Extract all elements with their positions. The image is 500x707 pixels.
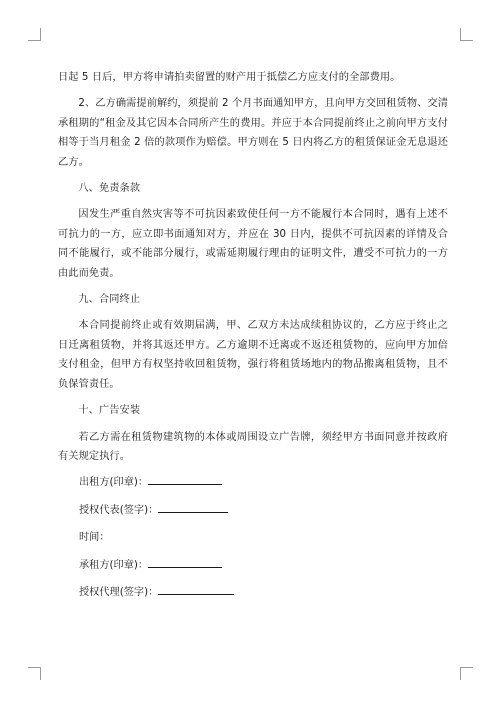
- section-9-heading: 九、合同终止: [78, 294, 141, 306]
- clause-continuation: 日起 5 日后，甲方将申请拍卖留置的财产用于抵偿乙方应支付的全部费用。: [58, 72, 401, 83]
- signature-lessee: [58, 556, 448, 575]
- signature-lessee-rep: [58, 583, 448, 602]
- crop-mark-bottom-left: [28, 667, 41, 680]
- crop-mark-top-right: [460, 28, 473, 41]
- section-10-heading: 十、广告安装: [78, 405, 141, 417]
- signature-lessor-rep-line[interactable]: [158, 501, 228, 513]
- section-10-body: 若乙方需在租赁物建筑物的本体或周围设立广告牌，须经甲方书面同意并按政府有关规定执行。: [58, 431, 448, 462]
- section-8-body: 因发生严重自然灾害等不可抗因素致使任何一方不能履行本合同时，遇有上述不可抗力的一方，应立即书面通知对方，并应在 30 日内，提供不可抗因素的详情及合同不能履行，或不能部分履行，或需延期履行理由的证明文件，遭受不可抗力的一方由此而免责。: [58, 209, 448, 279]
- signature-lessor-rep-label: 授权代表(签字)：: [79, 504, 159, 516]
- crop-mark-top-left: [28, 28, 41, 41]
- signature-lessee-rep-line[interactable]: [158, 583, 234, 595]
- signature-lessor-line[interactable]: [148, 473, 222, 485]
- signature-lessor-label: 出租方(印章)：: [79, 477, 149, 489]
- signature-lessee-label: 承租方(印章)：: [79, 559, 149, 571]
- crop-mark-bottom-right: [460, 667, 473, 680]
- signature-lessee-rep-label: 授权代理(签字)：: [79, 586, 159, 598]
- section-8-heading: 八、免责条款: [78, 183, 141, 195]
- document-page: [58, 68, 448, 610]
- signature-date: [58, 528, 448, 547]
- section-9-body: 本合同提前终止或有效期届满，甲、乙双方未达成续租协议的，乙方应于终止之日迁离租赁物，并将其返还甲方。乙方逾期不迁离或不返还租赁物的，应向甲方加倍支付租金，但甲方有权坚持收回租赁物，强行将租赁场地内的物品搬离租赁物，且不负保管责任。: [58, 320, 448, 390]
- clause-early-termination: 2、乙方确需提前解约，须提前 2 个月书面通知甲方，且向甲方交回租赁物、交清承租期的“租金及其它因本合同所产生的费用。并应于本合同提前终止之前向甲方支付相等于当月租金 2 倍的款项作为赔偿。甲方则在 5 日内将乙方的租赁保证金无息退还乙方。: [58, 98, 449, 168]
- signature-lessor-rep: [58, 501, 448, 520]
- signature-lessor: [58, 473, 448, 492]
- signature-lessee-line[interactable]: [148, 556, 222, 568]
- signature-date-label: 时间：: [79, 532, 110, 544]
